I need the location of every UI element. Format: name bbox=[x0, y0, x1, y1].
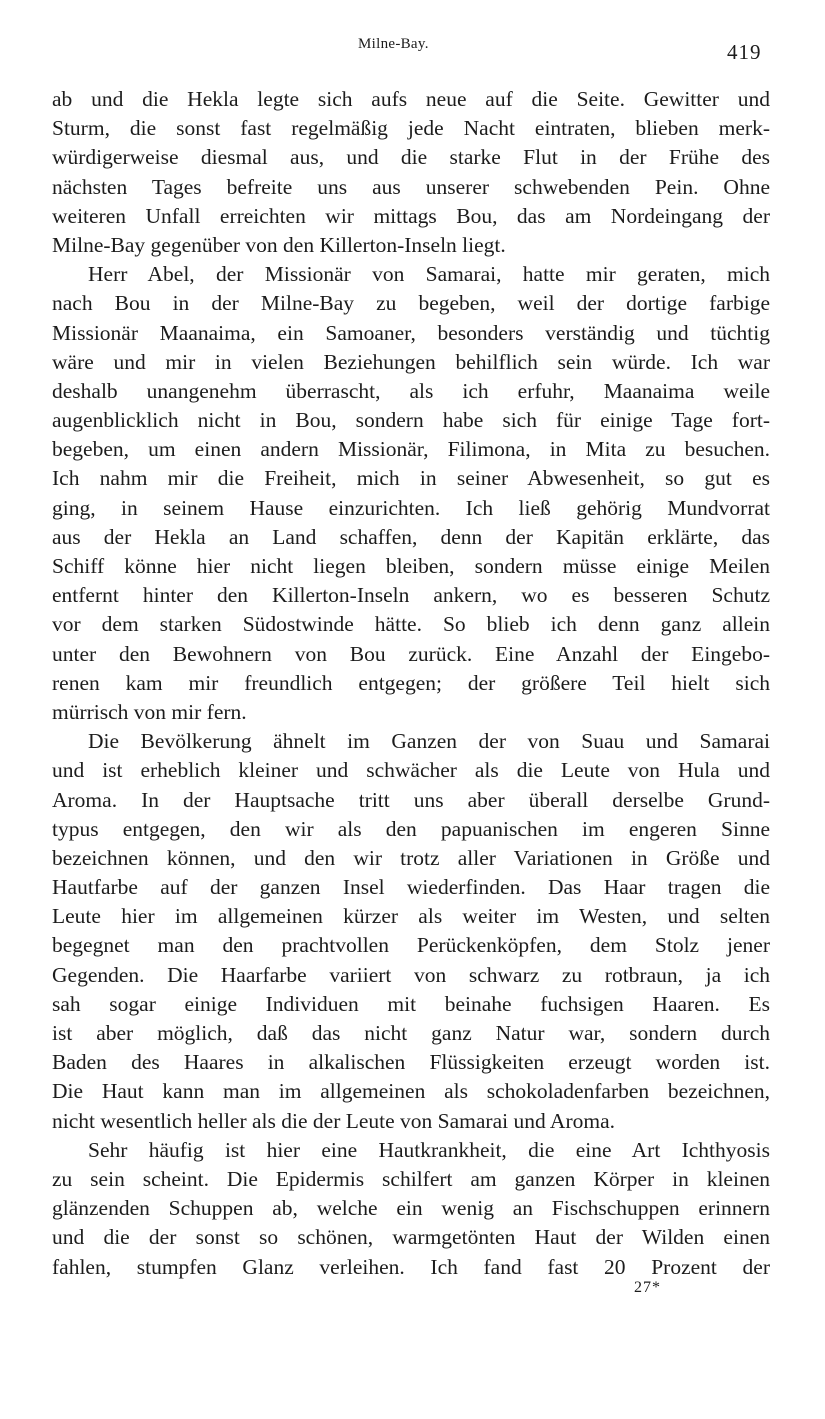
text-line: Sturm, die sonst fast regelmäßig jede Nacht eintraten, blieben merk- bbox=[52, 116, 770, 141]
text-line: Ich nahm mir die Freiheit, mich in seiner Abwesenheit, so gut es bbox=[52, 466, 770, 491]
text-line: deshalb unangenehm überrascht, als ich erfuhr, Maanaima weile bbox=[52, 378, 770, 403]
text-line: nach Bou in der Milne-Bay zu begeben, weil der dortige farbige bbox=[52, 291, 770, 316]
text-line: und die der sonst so schönen, warmgetönten Haut der Wilden einen bbox=[52, 1225, 770, 1250]
text-line: nächsten Tages befreite uns aus unserer schwebenden Pein. Ohne bbox=[52, 174, 770, 199]
text-line: Missionär Maanaima, ein Samoaner, besonders verständig und tüchtig bbox=[52, 320, 770, 345]
text-line: Die Haut kann man im allgemeinen als schokoladenfarben bezeichnen, bbox=[52, 1079, 770, 1104]
text-line: aus der Hekla an Land schaffen, denn der Kapitän erklärte, das bbox=[52, 524, 770, 549]
text-line: würdigerweise diesmal aus, und die starke Flut in der Frühe des bbox=[52, 145, 770, 170]
text-line: Die Bevölkerung ähnelt im Ganzen der von Suau und Samarai bbox=[88, 729, 770, 754]
text-line: weiteren Unfall erreichten wir mittags Bou, das am Nordeingang der bbox=[52, 203, 770, 228]
text-line: Baden des Haares in alkalischen Flüssigkeiten erzeugt worden ist. bbox=[52, 1050, 770, 1075]
text-line: Sehr häufig ist hier eine Hautkrankheit, die eine Art Ichthyosis bbox=[88, 1137, 770, 1162]
text-line: augenblicklich nicht in Bou, sondern habe sich für einige Tage fort- bbox=[52, 408, 770, 433]
text-line: fahlen, stumpfen Glanz verleihen. Ich fand fast 20 Prozent der bbox=[52, 1254, 770, 1279]
text-line: sah sogar einige Individuen mit beinahe fuchsigen Haaren. Es bbox=[52, 991, 770, 1016]
text-line: Schiff könne hier nicht liegen bleiben, sondern müsse einige Meilen bbox=[52, 554, 770, 578]
body-text bbox=[52, 85, 770, 1282]
paragraph bbox=[52, 727, 770, 1136]
text-line: Aroma. In der Hauptsache tritt uns aber überall derselbe Grund- bbox=[52, 787, 770, 812]
text-line: vor dem starken Südostwinde hätte. So blieb ich denn ganz allein bbox=[52, 612, 770, 637]
text-line: ging, in seinem Hause einzurichten. Ich ließ gehörig Mundvorrat bbox=[52, 495, 770, 520]
text-line: zu sein scheint. Die Epidermis schilfert am ganzen Körper in kleinen bbox=[52, 1166, 770, 1191]
signature-mark: 27* bbox=[634, 1279, 661, 1296]
text-line: ab und die Hekla legte sich aufs neue auf die Seite. Gewitter und bbox=[52, 87, 770, 111]
text-line: Hautfarbe auf der ganzen Insel wiederfinden. Das Haar tragen die bbox=[52, 875, 770, 900]
page-number: 419 bbox=[727, 40, 762, 64]
text-line: begegnet man den prachtvollen Perückenköpfen, dem Stolz jener bbox=[52, 933, 770, 958]
text-line: nicht wesentlich heller als die der Leute von Samarai und Aroma. bbox=[52, 1108, 615, 1133]
text-line: unter den Bewohnern von Bou zurück. Eine Anzahl der Eingebo- bbox=[52, 641, 770, 666]
text-line: glänzenden Schuppen ab, welche ein wenig an Fischschuppen erinnern bbox=[52, 1196, 770, 1221]
text-line: Herr Abel, der Missionär von Samarai, hatte mir geraten, mich bbox=[88, 262, 770, 287]
running-head bbox=[0, 36, 825, 64]
text-line: entfernt hinter den Killerton-Inseln ankern, wo es besseren Schutz bbox=[52, 583, 770, 608]
text-line: begeben, um einen andern Missionär, Filimona, in Mita zu besuchen. bbox=[52, 437, 770, 462]
text-line: ist aber möglich, daß das nicht ganz Natur war, sondern durch bbox=[52, 1021, 770, 1045]
text-line: typus entgegen, den wir als den papuanischen im engeren Sinne bbox=[52, 816, 770, 841]
text-line: Leute hier im allgemeinen kürzer als weiter im Westen, und selten bbox=[52, 904, 770, 929]
text-line: mürrisch von mir fern. bbox=[52, 699, 247, 724]
paragraph bbox=[52, 85, 770, 260]
text-line: wäre und mir in vielen Beziehungen behilflich sein würde. Ich war bbox=[52, 349, 770, 374]
text-line: renen kam mir freundlich entgegen; der größere Teil hielt sich bbox=[52, 670, 770, 695]
text-line: Gegenden. Die Haarfarbe variiert von schwarz zu rotbraun, ja ich bbox=[52, 962, 770, 987]
running-title: Milne-Bay. bbox=[358, 36, 429, 52]
text-line: und ist erheblich kleiner und schwächer als die Leute von Hula und bbox=[52, 758, 770, 783]
paragraph bbox=[52, 260, 770, 727]
text-line: Milne-Bay gegenüber von den Killerton-Inseln liegt. bbox=[52, 232, 506, 257]
text-line: bezeichnen können, und den wir trotz aller Variationen in Größe und bbox=[52, 845, 770, 870]
paragraph bbox=[52, 1136, 770, 1282]
